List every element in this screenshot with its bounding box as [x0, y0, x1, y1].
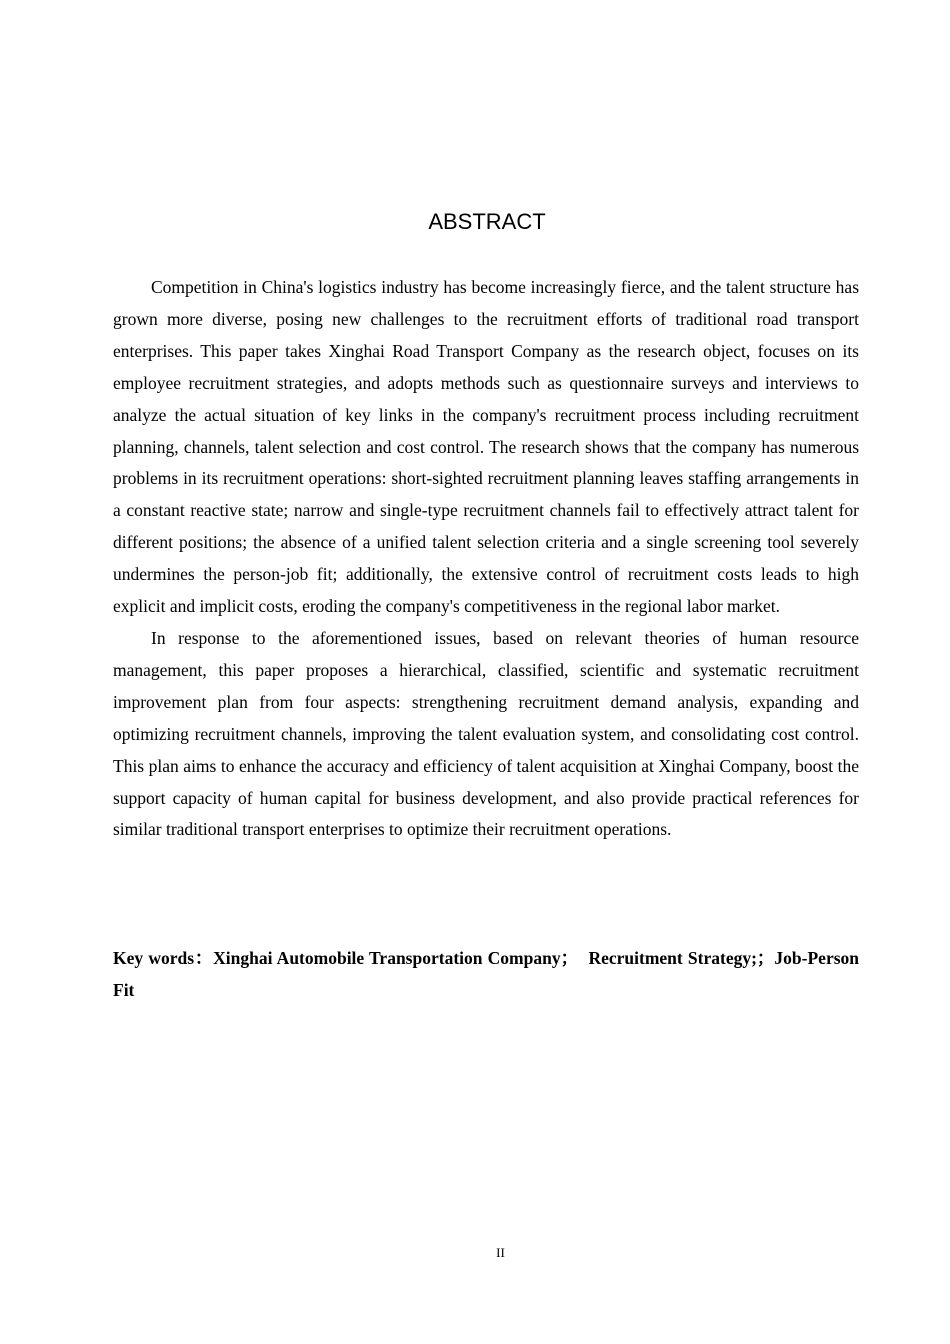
abstract-title: ABSTRACT — [428, 209, 546, 234]
abstract-paragraph-1: Competition in China's logistics industry has become increasingly fierce, and the talent structure has grown more diverse, posing new challenges to the recruitment efforts of traditional road transport enterprises. This paper takes Xinghai Road Transport Company as the research object, focuses on its employee recruitment strategies, and adopts methods such as questionnaire surveys and interviews to analyze the actual situation of key links in the company's recruitment process including recruitment planning, channels, talent selection and cost control. The research shows that the company has numerous problems in its recruitment operations: short-sighted recruitment planning leaves staffing arrangements in a constant reactive state; narrow and single-type recruitment channels fail to effectively attract talent for different positions; the absence of a unified talent selection criteria and a single screening tool severely undermines the person-job fit; additionally, the extensive control of recruitment costs leads to high explicit and implicit costs, eroding the company's competitiveness in the regional labor market. — [113, 277, 859, 617]
abstract-body — [113, 272, 859, 846]
keywords-line — [113, 942, 859, 1006]
keywords-text: Xinghai Automobile Transportation Company； Recruitment Strategy;；Job-Person Fit — [113, 948, 860, 1000]
abstract-paragraph-2: In response to the aforementioned issues, based on relevant theories of human resource management, this paper proposes a hierarchical, classified, scientific and systematic recruitment improvement plan from four aspects: strengthening recruitment demand analysis, expanding and optimizing recruitment channels, improving the talent evaluation system, and consolidating cost control. This plan aims to enhance the accuracy and efficiency of talent acquisition at Xinghai Company, boost the support capacity of human capital for business development, and also provide practical references for similar traditional transport enterprises to optimize their recruitment operations. — [113, 627, 859, 840]
keywords-label: Key words： — [113, 948, 214, 968]
page-number: II — [496, 1245, 505, 1260]
